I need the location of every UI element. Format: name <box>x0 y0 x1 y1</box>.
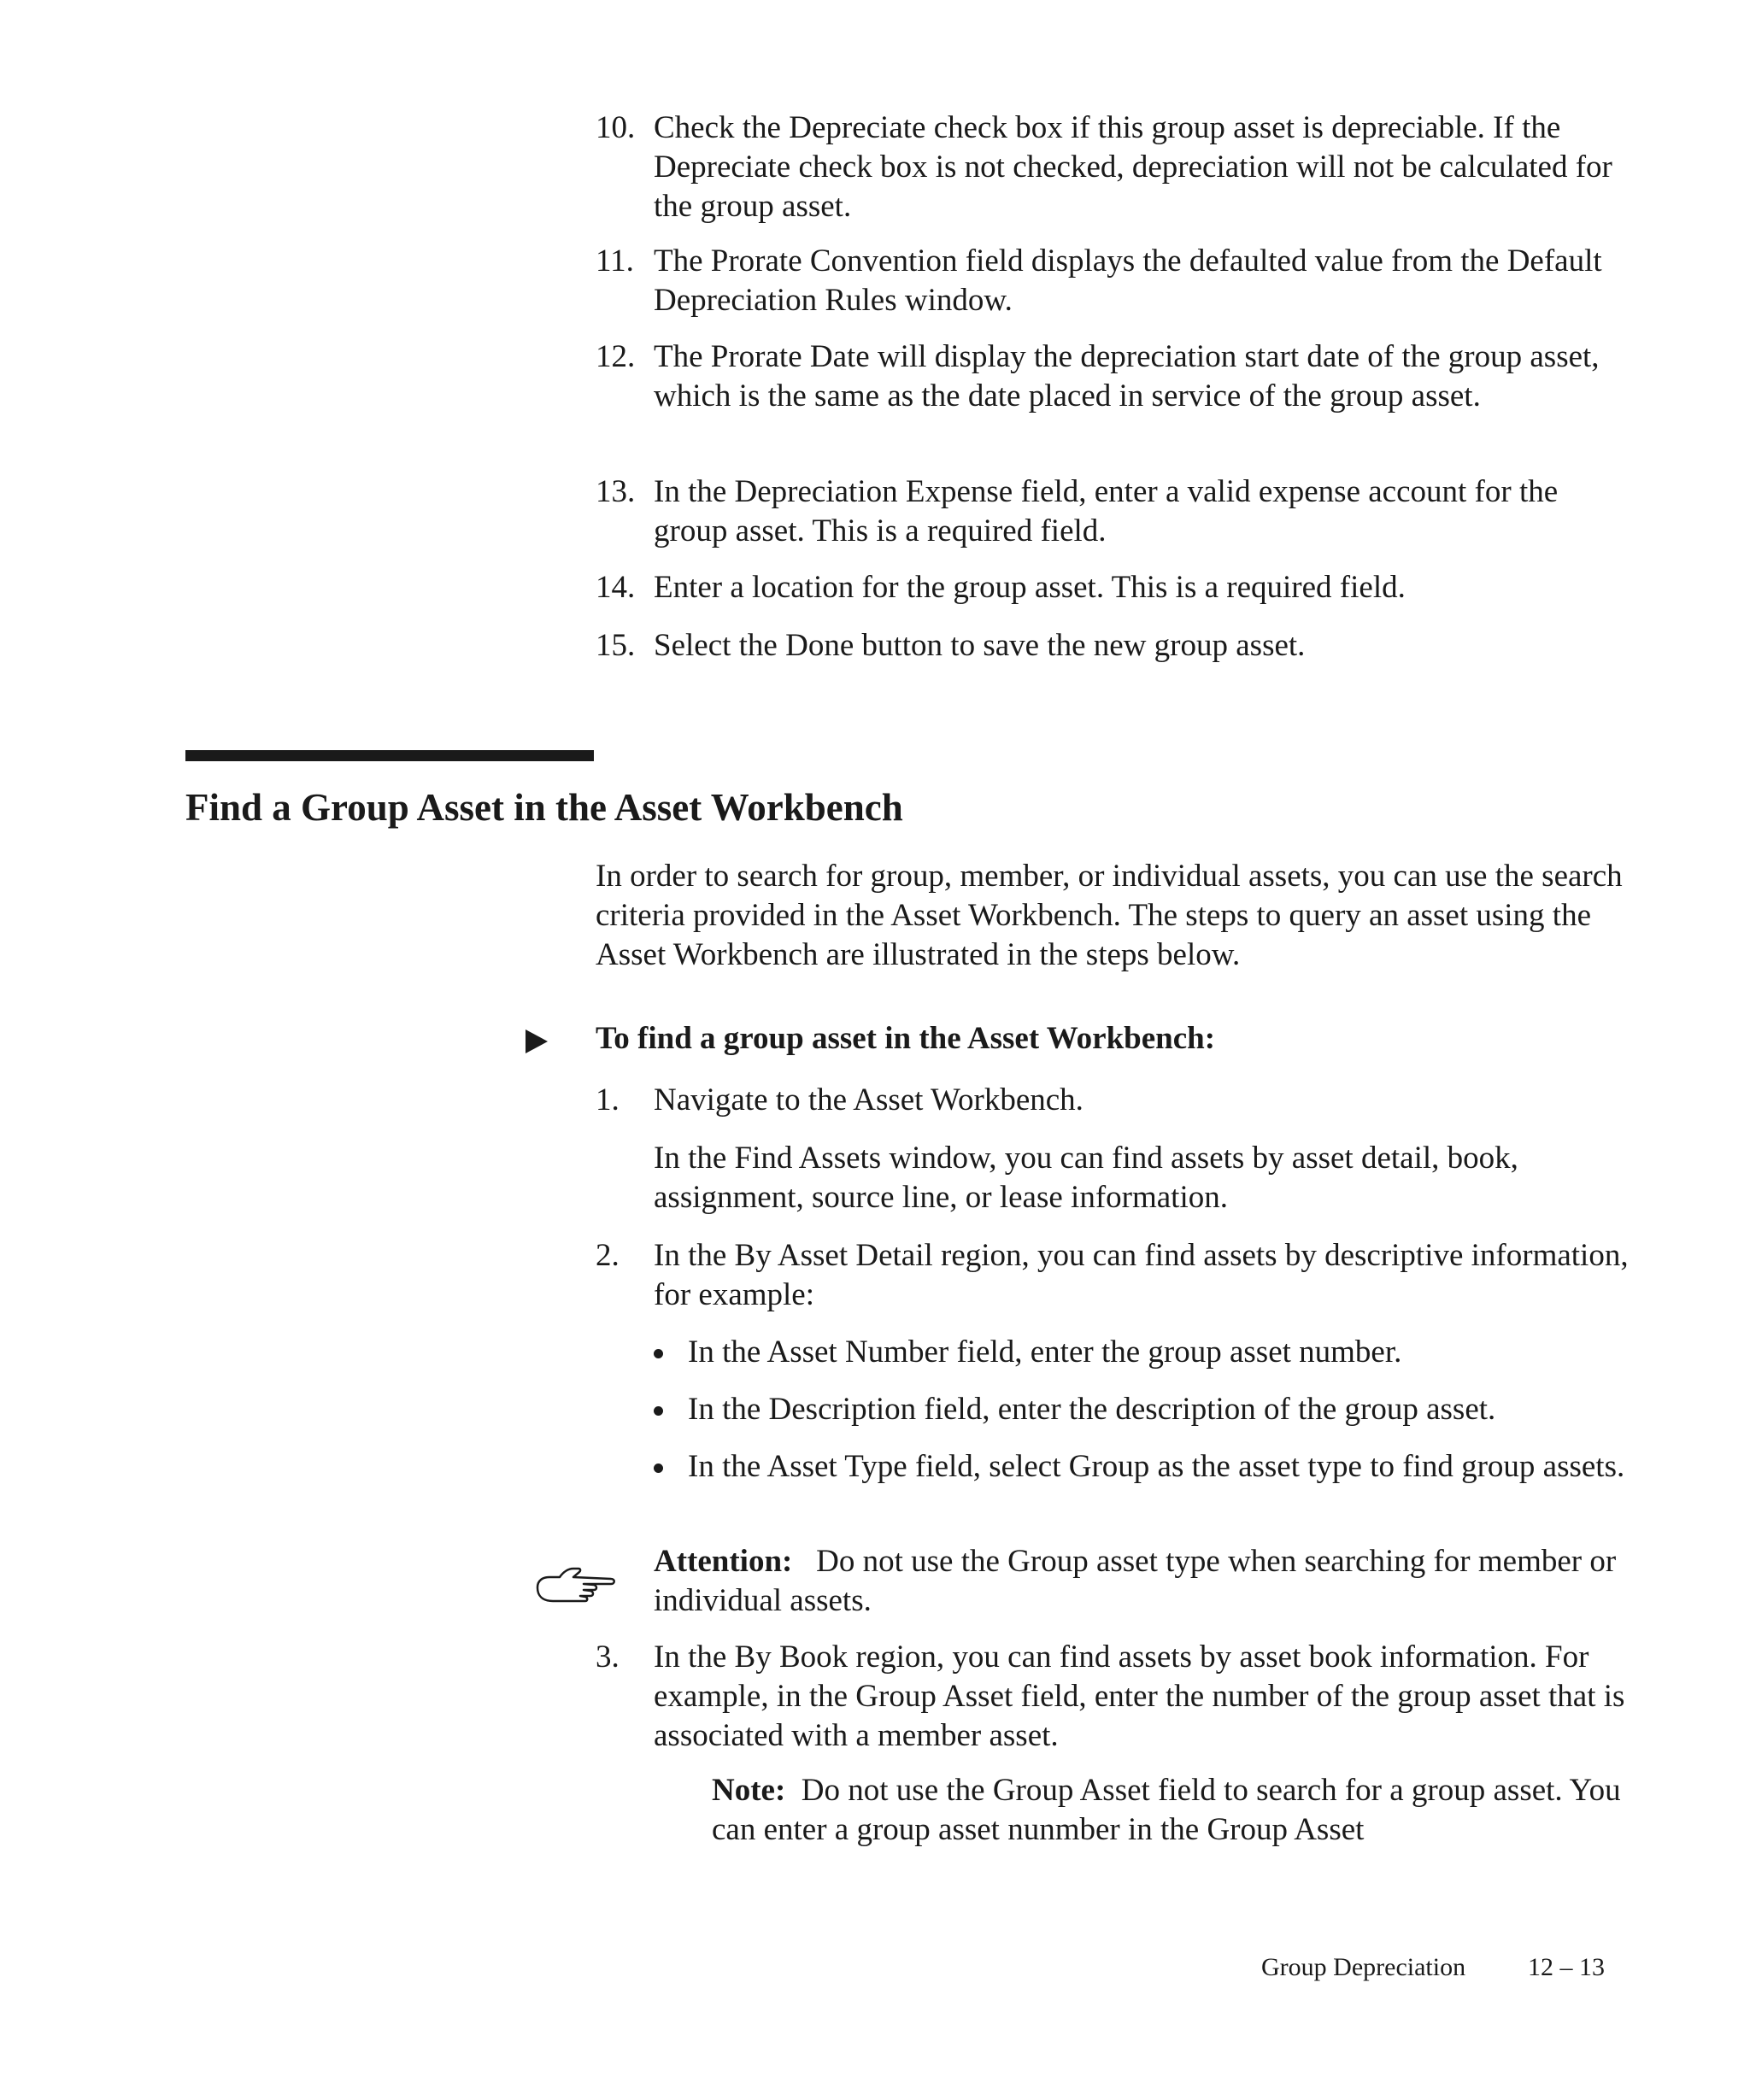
bullet-dot <box>654 1406 663 1416</box>
note-callout <box>712 1771 1643 1850</box>
footer-chapter: Group Depreciation <box>1261 1953 1466 1981</box>
step-number: 12. <box>596 339 636 374</box>
step-text: In the Depreciation Expense field, enter a valid expense account for the group asset. This is a required field. <box>654 474 1559 548</box>
step-number: 10. <box>596 110 636 145</box>
step-text: The Prorate Convention field displays the defaulted value from the Default Depreciation Rules window. <box>654 243 1602 318</box>
step-text: The Prorate Date will display the depreciation start date of the group asset, which is the same as the date placed in service of the group asset. <box>654 339 1600 414</box>
bullet-text: In the Asset Number field, enter the group asset number. <box>688 1334 1402 1370</box>
section-heading: Find a Group Asset in the Asset Workbench <box>185 786 903 829</box>
step-text: Navigate to the Asset Workbench. <box>654 1082 1083 1117</box>
section-rule <box>185 750 594 761</box>
bullet-text: In the Asset Type field, select Group as the asset type to find group assets. <box>688 1449 1625 1484</box>
step-number: 14. <box>596 570 636 605</box>
step-number: 3. <box>596 1640 620 1675</box>
step-text: Enter a location for the group asset. This is a required field. <box>654 570 1406 605</box>
procedure-arrow-icon <box>526 1029 548 1053</box>
procedure-title: To find a group asset in the Asset Workbench: <box>596 1021 1216 1056</box>
step-number: 11. <box>596 243 634 279</box>
footer-page-number: 12 – 13 <box>1528 1953 1605 1981</box>
attention-label: Attention: <box>654 1544 793 1579</box>
step-text: In the By Asset Detail region, you can find assets by descriptive information, for example: <box>654 1238 1629 1312</box>
note-label: Note: <box>712 1773 786 1808</box>
section-intro: In order to search for group, member, or individual assets, you can use the search criteria provided in the Asset Workbench. The steps to query an asset using the Asset Workbench are illustrated in the steps below. <box>596 859 1623 972</box>
bullet-text: In the Description field, enter the description of the group asset. <box>688 1392 1496 1427</box>
step-text: Check the Depreciate check box if this group asset is depreciable. If the Depreciate check box is not checked, depreciation will not be calculated for the group asset. <box>654 110 1612 224</box>
step-number: 1. <box>596 1082 620 1117</box>
step-number: 2. <box>596 1238 620 1273</box>
step-text: Select the Done button to save the new group asset. <box>654 628 1306 663</box>
step-number: 15. <box>596 628 636 663</box>
note-text: Do not use the Group Asset field to search for a group asset. You can enter a group asset nunmber in the Group Asset <box>712 1773 1621 1847</box>
attention-callout <box>654 1542 1636 1621</box>
attention-text: Do not use the Group asset type when searching for member or individual assets. <box>654 1544 1617 1618</box>
bullet-dot <box>654 1349 663 1358</box>
step-number: 13. <box>596 474 636 509</box>
step-text: In the By Book region, you can find assets by asset book information. For example, in the Group Asset field, enter the number of the group asset that is associated with a member asset. <box>654 1640 1625 1753</box>
pointing-hand-icon <box>534 1562 618 1606</box>
step-text: In the Find Assets window, you can find assets by asset detail, book, assignment, source line, or lease information. <box>654 1141 1518 1215</box>
bullet-dot <box>654 1464 663 1473</box>
